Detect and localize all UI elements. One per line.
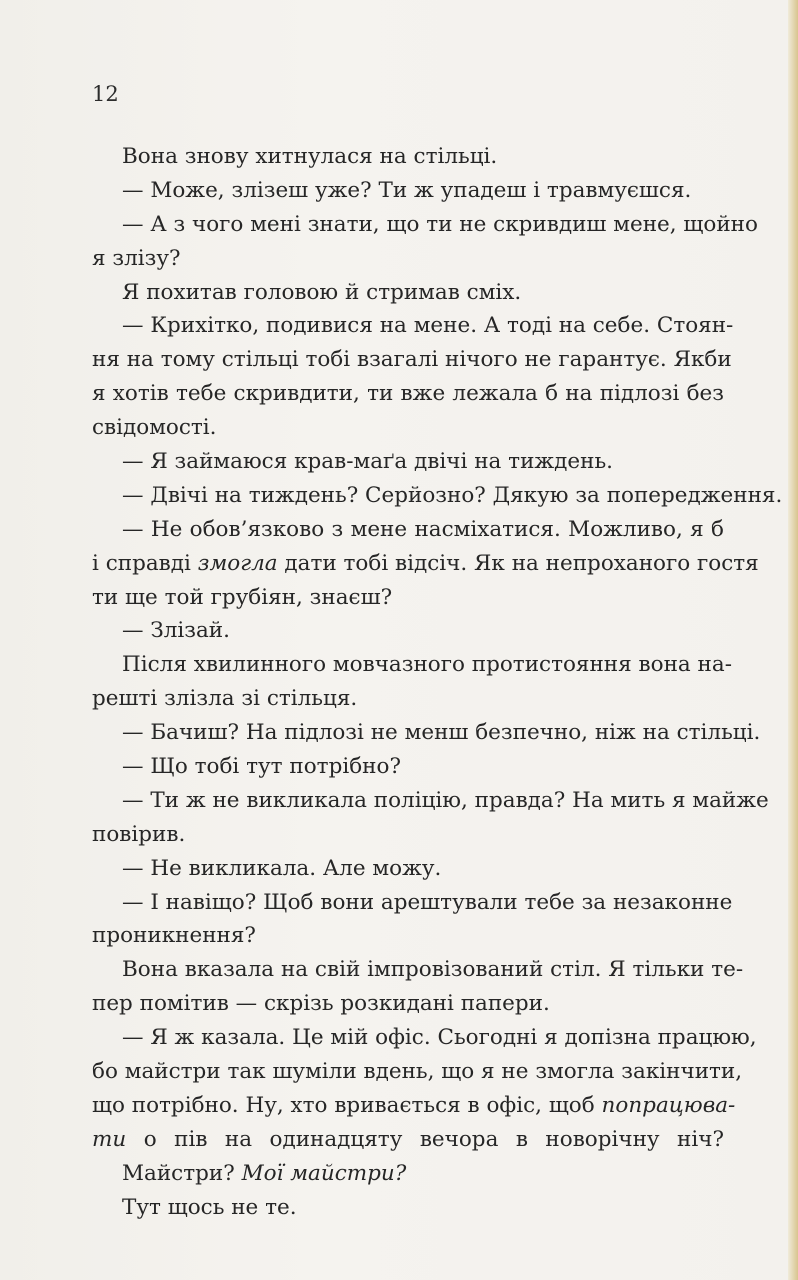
text-line [92,276,724,310]
text-line [92,1157,724,1191]
line-text: проникнення? [92,923,256,949]
text-line [92,1191,724,1225]
line-text: ня на тому стільці тобі взагалі нічого не гарантує. Якби [92,347,732,373]
text-line [92,953,744,987]
text-line [92,581,724,615]
line-text: решті злізла зі стільця. [92,686,358,712]
line-text: — Бачиш? На підлозі не менш безпечно, ніж на стільці. [122,720,761,746]
text-line [92,242,724,276]
italic-text: Мої майстри? [241,1160,407,1186]
text-line [92,919,724,953]
line-text: я хотів тебе скривдити, ти вже лежала б на підлозі без [92,381,724,407]
text-line [92,1021,757,1055]
line-text: о пів на одинадцяту вечора в новорічну ніч? [126,1126,724,1152]
line-text: — Я ж казала. Це мій офіс. Сьогодні я допізна працюю, [122,1025,757,1051]
line-text: Я похитав головою й стримав сміх. [122,279,522,305]
italic-text: ти [92,1126,127,1152]
text-line [92,140,724,174]
line-text: пер помітив — скрізь розкидані папери. [92,991,550,1017]
text-line [92,309,734,343]
text-line [92,479,783,513]
text-line [92,784,769,818]
line-text: ти ще той грубіян, знаєш? [92,584,393,610]
page-edge [788,0,798,1280]
italic-text: змогла [197,550,278,576]
text-line [92,547,759,581]
line-text: бо майстри так шуміли вдень, що я не змогла закінчити, [92,1059,743,1085]
line-text: — І навіщо? Щоб вони арештували тебе за незаконне [122,889,733,915]
text-line [92,174,724,208]
text-line [92,411,724,445]
line-text: — Ти ж не викликала поліцію, правда? На мить я майже [122,787,769,813]
text-line [92,445,724,479]
line-text: Вона вказала на свій імпровізований стіл. Я тільки те- [122,957,744,983]
line-text: — Двічі на тиждень? Серйозно? Дякую за попередження. [122,482,783,508]
line-text: і справді [92,550,198,576]
page-number: 12 [92,82,119,106]
text-line [92,513,724,547]
text-line [92,886,733,920]
text-line [92,1123,724,1157]
line-text: — Злізай. [122,618,230,644]
line-text: — Може, злізеш уже? Ти ж упадеш і травмуєшся. [122,177,692,203]
line-text: — Не обов’язково з мене насміхатися. Можливо, я б [122,516,724,542]
line-text: повірив. [92,821,186,847]
text-line [92,682,724,716]
line-text: що потрібно. Ну, хто вривається в офіс, щоб [92,1092,602,1118]
text-line [92,750,724,784]
line-text: свідомості. [92,415,217,441]
line-text: Вона знову хитнулася на стільці. [122,144,498,169]
line-text: Після хвилинного мовчазного протистояння вона на- [122,652,732,678]
text-line [92,987,724,1021]
line-text: — Що тобі тут потрібно? [122,754,401,780]
text-line [92,343,732,377]
line-text: Тут щось не те. [122,1194,297,1220]
line-text: Майстри? [122,1160,242,1186]
text-line [92,818,724,852]
text-line [92,377,724,411]
text-line [92,1055,743,1089]
text-line [92,852,724,886]
italic-text: попрацюва- [601,1092,736,1118]
text-line [92,208,758,242]
text-line [92,1089,736,1123]
line-text: дати тобі відсіч. Як на непроханого гостя [277,550,759,576]
line-text: я злізу? [92,245,181,271]
text-line [92,614,724,648]
line-text: — Крихітко, подивися на мене. А тоді на себе. Стоян- [122,313,734,339]
line-text: — Я займаюся крав-маґа двічі на тиждень. [122,449,614,475]
text-line [92,716,761,750]
body-text [92,140,783,1225]
text-line [92,648,732,682]
line-text: — А з чого мені знати, що ти не скривдиш мене, щойно [122,211,758,237]
line-text: — Не викликала. Але можу. [122,855,442,881]
